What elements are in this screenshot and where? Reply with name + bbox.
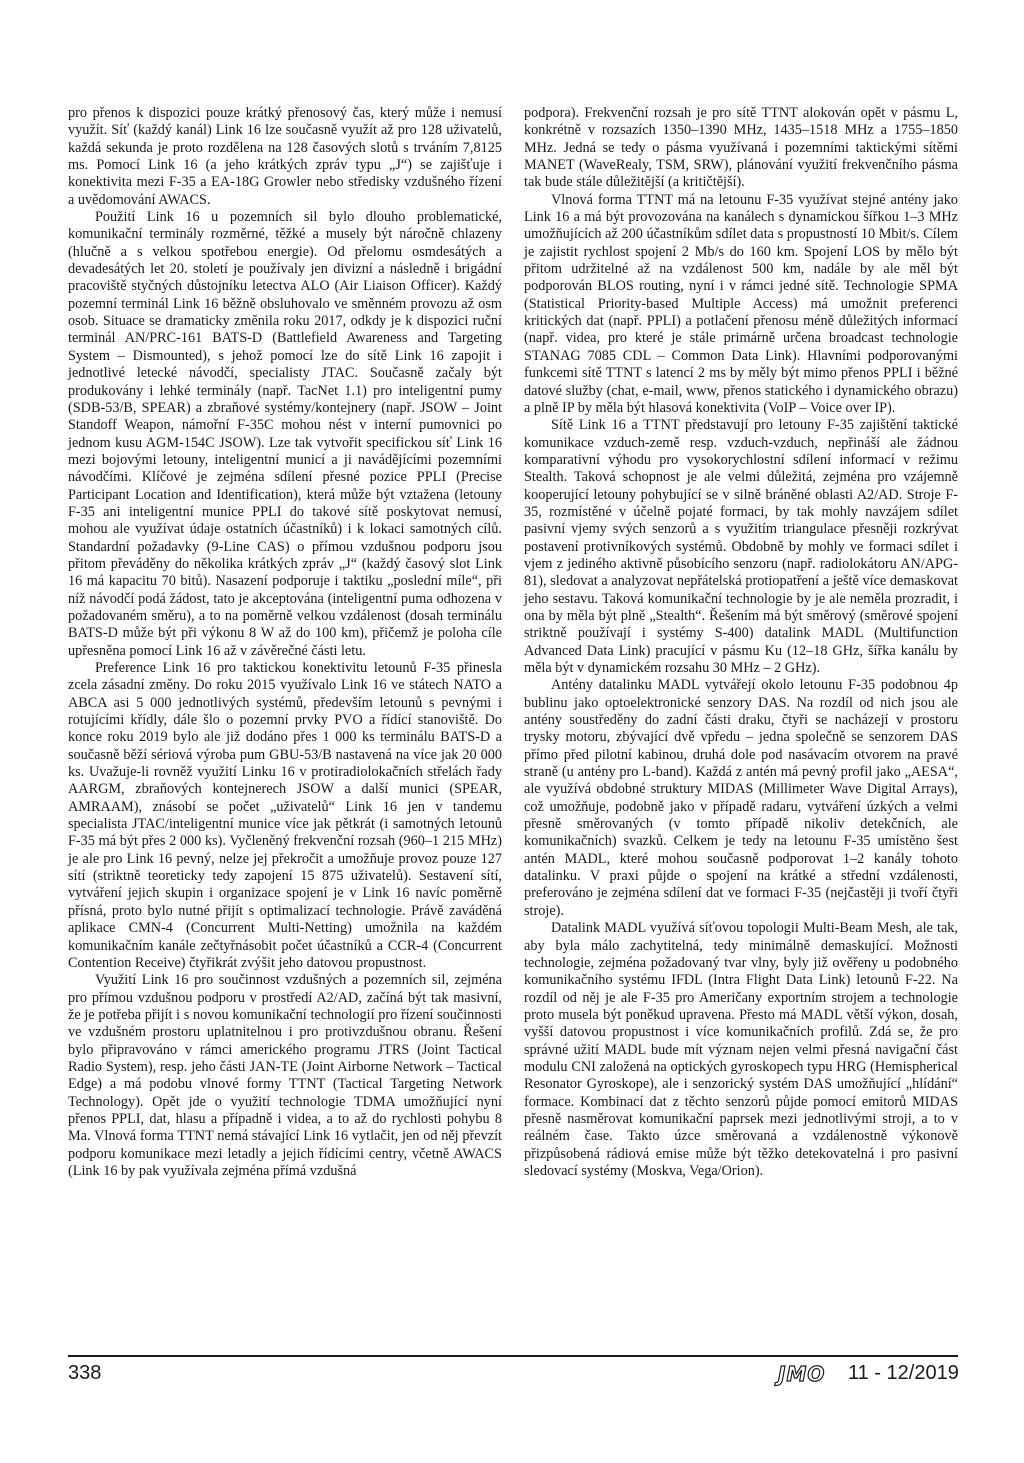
footer-divider	[68, 1355, 958, 1357]
paragraph: Datalink MADL využívá síťovou topologii Multi-Beam Mesh, ale tak, aby byla málo zachytitelná, tedy minimálně demaskující. Možnosti technologie, zejména požadovaný tvar vlny, byly již ověřeny u podobného komunikačního systému IFDL (Intra Flight Data Link) letounů F-22. Na rozdíl od něj je ale F-35 pro Američany exportním strojem a technologie proto musela být poněkud upravena. Přesto má MADL větší výkon, dosah, vyšší datovou propustnost i více komunikačních profilů. Zdá se, že pro správné užití MADL bude mít význam nejen velmi přesná navigační část modulu CNI založená na optických gyroskopech typu HRG (Hemispherical Resonator Gyroskope), ale i senzorický systém DAS umožňující „hlídání“ formace. Kombinací dat z těchto senzorů půjde pomocí emitorů MIDAS přesně nasměrovat komunikační paprsek mezi jednotlivými stroji, a to v reálném čase. Takto úzce směrovaná a vzdálenostně výkonově přizpůsobená rádiová emise může být těžko detekovatelná i pro pasivní sledovací systémy (Moskva, Vega/Orion).	[524, 920, 958, 1179]
left-text-column	[68, 105, 502, 1180]
paragraph: Použití Link 16 u pozemních sil bylo dlouho problematické, komunikační terminály rozměrné, těžké a musely být náročně chlazeny (hlučně a s velkou spotřebou energie). Od přelomu osmdesátých a devadesátých let 20. století je používaly jen divizní a následně i brigádní pracoviště styčných důstojníku letectva ALO (Air Liaison Officer). Každý pozemní terminál Link 16 běžně obsluhovalo ve směnném provozu až osm osob. Situace se dramaticky změnila roku 2017, odkdy je k dispozici ruční terminál AN/PRC-161 BATS-D (Battlefield Awareness and Targeting System – Dismounted), s jehož pomocí lze do sítě Link 16 zapojit i jednotlivé letecké návodčí, specialisty JTAC. Současně začaly být produkovány i lehké terminály (např. TacNet 1.1) pro inteligentní pumy (SDB-53/B, SPEAR) a zbraňové systémy/kontejnery (např. JSOW – Joint Standoff Weapon, námořní F-35C mohou nést v interní pumovnici po jednom kusu AGM-154C JSOW). Lze tak vytvořit specifickou síť Link 16 mezi bojovými letouny, inteligentní municí a ji navádějícími pozemními návodčími. Klíčové je zejména sdílení přesné pozice PPLI (Precise Participant Location and Identification), která může být vztažena (letouny F-35 ani inteligentní munice PPLI do takové sítě poskytovat nemusí, mohou ale využívat údaje ostatních účastníků) i k lokaci samotných cílů. Standardní požadavky (9-Line CAS) o přímou vzdušnou podporu jsou přitom převáděny do několika krátkých zpráv „J“ (každý časový slot Link 16 má kapacitu 70 bitů). Nasazení podporuje i taktiku „poslední míle“, při níž návodčí podá žádost, tato je akceptována (inteligentní puma odhozena v požadovaném směru), a to na poměrně velkou vzdálenost (dosah terminálu BATS-D může být při výkonu 8 W až do 100 km), přičemž je poloha cíle upřesněna pomocí Link 16 až v závěrečné části letu.	[68, 209, 502, 659]
paragraph: Antény datalinku MADL vytvářejí okolo letounu F-35 podobnou 4p bublinu jako optoelektronické senzory DAS. Na rozdíl od nich jsou ale antény soustředěny do zadní části draku, čtyři se nacházejí v prostoru trysky motoru, zbývající dvě vpředu – jedna společně se senzorem DAS přímo před pilotní kabinou, druhá dole pod nasávacím otvorem na pravé straně (u antény pro L-band). Každá z antén má pevný profil jako „AESA“, ale využívá obdobné struktury MIDAS (Millimeter Wave Digital Arrays), což umožňuje, podobně jako v případě radaru, vytváření úzkých a velmi přesně směrovaných (v tomto případě nikoliv detekčních, ale komunikačních) svazků. Celkem je tedy na letounu F-35 umístěno šest antén MADL, které mohou současně podporovat 1–2 kanály tohoto datalinku. V praxi půjde o spojení na krátké a střední vzdálenosti, preferováno je zejména sdílení dat ve formaci F-35 (nejčastěji ji tvoří čtyři stroje).	[524, 677, 958, 919]
paragraph: podpora). Frekvenční rozsah je pro sítě TTNT alokován opět v pásmu L, konkrétně v rozsazích 1350–1390 MHz, 1435–1518 MHz a 1755–1850 MHz. Jedná se tedy o pásma využívaná i pozemními taktickými sítěmi MANET (WaveRealy, TSM, SRW), plánování využití frekvenčního pásma tak bude stále důležitější (a kritičtější).	[524, 105, 958, 191]
paragraph: Využití Link 16 pro součinnost vzdušných a pozemních sil, zejména pro přímou vzdušnou podporu v prostředí A2/AD, začíná být tak masivní, že je potřeba přijít i s novou komunikační technologií pro řízení součinnosti ve vzdušném prostoru uplatnitelnou i pro protivzdušnou obranu. Řešení bylo připravováno v rámci amerického programu JTRS (Joint Tactical Radio System), resp. jeho části JAN-TE (Joint Airborne Network – Tactical Edge) a má podobu vlnové formy TTNT (Tactical Targeting Network Technology). Opět jde o využití technologie TDMA umožňující nyní přenos PPLI, dat, hlasu a případně i videa, a to až do rychlosti pohybu 8 Ma. Vlnová forma TTNT nemá stávající Link 16 vytlačit, jen od něj převzít podporu komunikace mezi letadly a jejich řídícími centry, včetně AWACS (Link 16 by pak využívala zejména přímá vzdušná	[68, 972, 502, 1179]
right-text-column	[524, 105, 958, 1180]
paragraph: Preference Link 16 pro taktickou konektivitu letounů F-35 přinesla zcela zásadní změny. Do roku 2015 využívalo Link 16 ve státech NATO a ABCA asi 5 000 jednotlivých systémů, především letounů s pevnými i rotujícími křídly, dále šlo o pozemní prvky PVO a řídící stanoviště. Do konce roku 2019 bylo ale již dodáno přes 1 000 ks terminálu BATS-D a současně běží sériová výroba pum GBU-53/B nastavená na více jak 20 000 ks. Uvažuje-li rovněž využití Linku 16 v protiradiolokačních střelách řady AARGM, zbraňových kontejnerech JSOW a další munici (SPEAR, AMRAAM), znásobí se počet „uživatelů“ Link 16 jen v tandemu specialista JTAC/inteligentní munice více jak pětkrát (i samotných letounů F-35 má být přes 2 000 ks). Vyčleněný frekvenční rozsah (960–1 215 MHz) je ale pro Link 16 pevný, nelze jej překročit a umožňuje provoz pouze 127 sítí (striktně teoreticky tedy zapojení 15 875 uživatelů). Sestavení sítí, vytváření jejich skupin i organizace spojení je v Link 16 navíc poměrně přísná, proto bylo nutné přijít s optimalizací technologie. Právě zaváděná aplikace CMN-4 (Concurrent Multi-Netting) umožnila na každém komunikačním kanále zečtyřnásobit počet účastníků a CCR-4 (Concurrent Contention Receive) čtyřikrát zvýšit jeho datovou propustnost.	[68, 660, 502, 971]
journal-logo: JMO	[778, 1362, 826, 1386]
paragraph: Vlnová forma TTNT má na letounu F-35 využívat stejné antény jako Link 16 a má být provozována na kanálech s dynamickou šířkou 1–3 MHz umožňujících až 200 účastníkům sdílet data s propustností 10 Mbit/s. Cílem je zajistit rychlost spojení 2 Mb/s do 160 km. Spojení LOS by mělo být přitom udržitelné až na vzdálenost 500 km, nadále by ale měl být podporován BLOS routing, nyní i v rámci jedné sítě. Technologie SPMA (Statistical Priority-based Multiple Access) má umožnit preferenci kritických dat (např. PPLI) a potlačení přenosu méně důležitých informací (např. videa, pro které je stále primárně určena broadcast technologie STANAG 7085 CDL – Common Data Link). Hlavními podporovanými funkcemi sítě TTNT s latencí 2 ms by měly být mimo přenos PPLI i běžné datové služby (chat, e-mail, www, přenos statického i dynamického obrazu) a plně IP by měla být hlasová konektivita (VoIP – Voice over IP).	[524, 191, 958, 416]
paragraph: Sítě Link 16 a TTNT představují pro letouny F-35 zajištění taktické komunikace vzduch-země resp. vzduch-vzduch, nepřináší ale žádnou komparativní výhodu pro vysokorychlostní sdílení informací v režimu Stealth. Taková schopnost je ale velmi důležitá, zejména pro vzájemně kooperující letouny pohybující se v silně bráněné oblasti A2/AD. Stroje F-35, rozmístěné v účelně pojaté formaci, by tak mohly navzájem sdílet pasivní vjemy svých senzorů a s využitím triangulace přesněji rozkrývat postavení protivníkových systémů. Obdobně by mohly ve formaci sdílet i vjem z jediného aktivně působícího senzoru (např. radiolokátoru AN/APG-81), sledovat a analyzovat nepřátelská protiopatření a ještě více demaskovat jeho sestavu. Taková komunikační technologie by je ale neměla prozradit, i ona by měla být plně „Stealth“. Řešením má být směrový (směrové spojení striktně používají i systémy S-400) datalink MADL (Multifunction Advanced Data Link) pracující v pásmu Ku (12–18 GHz, šířka kanálu by měla být v dynamickém rozsahu 30 MHz – 2 GHz).	[524, 417, 958, 676]
page-number: 338	[68, 1362, 102, 1384]
paragraph: pro přenos k dispozici pouze krátký přenosový čas, který může i nemusí využít. Síť (každý kanál) Link 16 lze současně využít až pro 128 uživatelů, každá sekunda je proto rozdělena na 128 časových slotů s trváním 7,8125 ms. Pomocí Link 16 (a jeho krátkých zpráv typu „J“) se zajišťuje i konektivita mezi F-35 a EA-18G Growler nebo středisky vzdušného řízení a uvědomování AWACS.	[68, 105, 502, 208]
issue-label: 11 - 12/2019	[848, 1362, 959, 1384]
